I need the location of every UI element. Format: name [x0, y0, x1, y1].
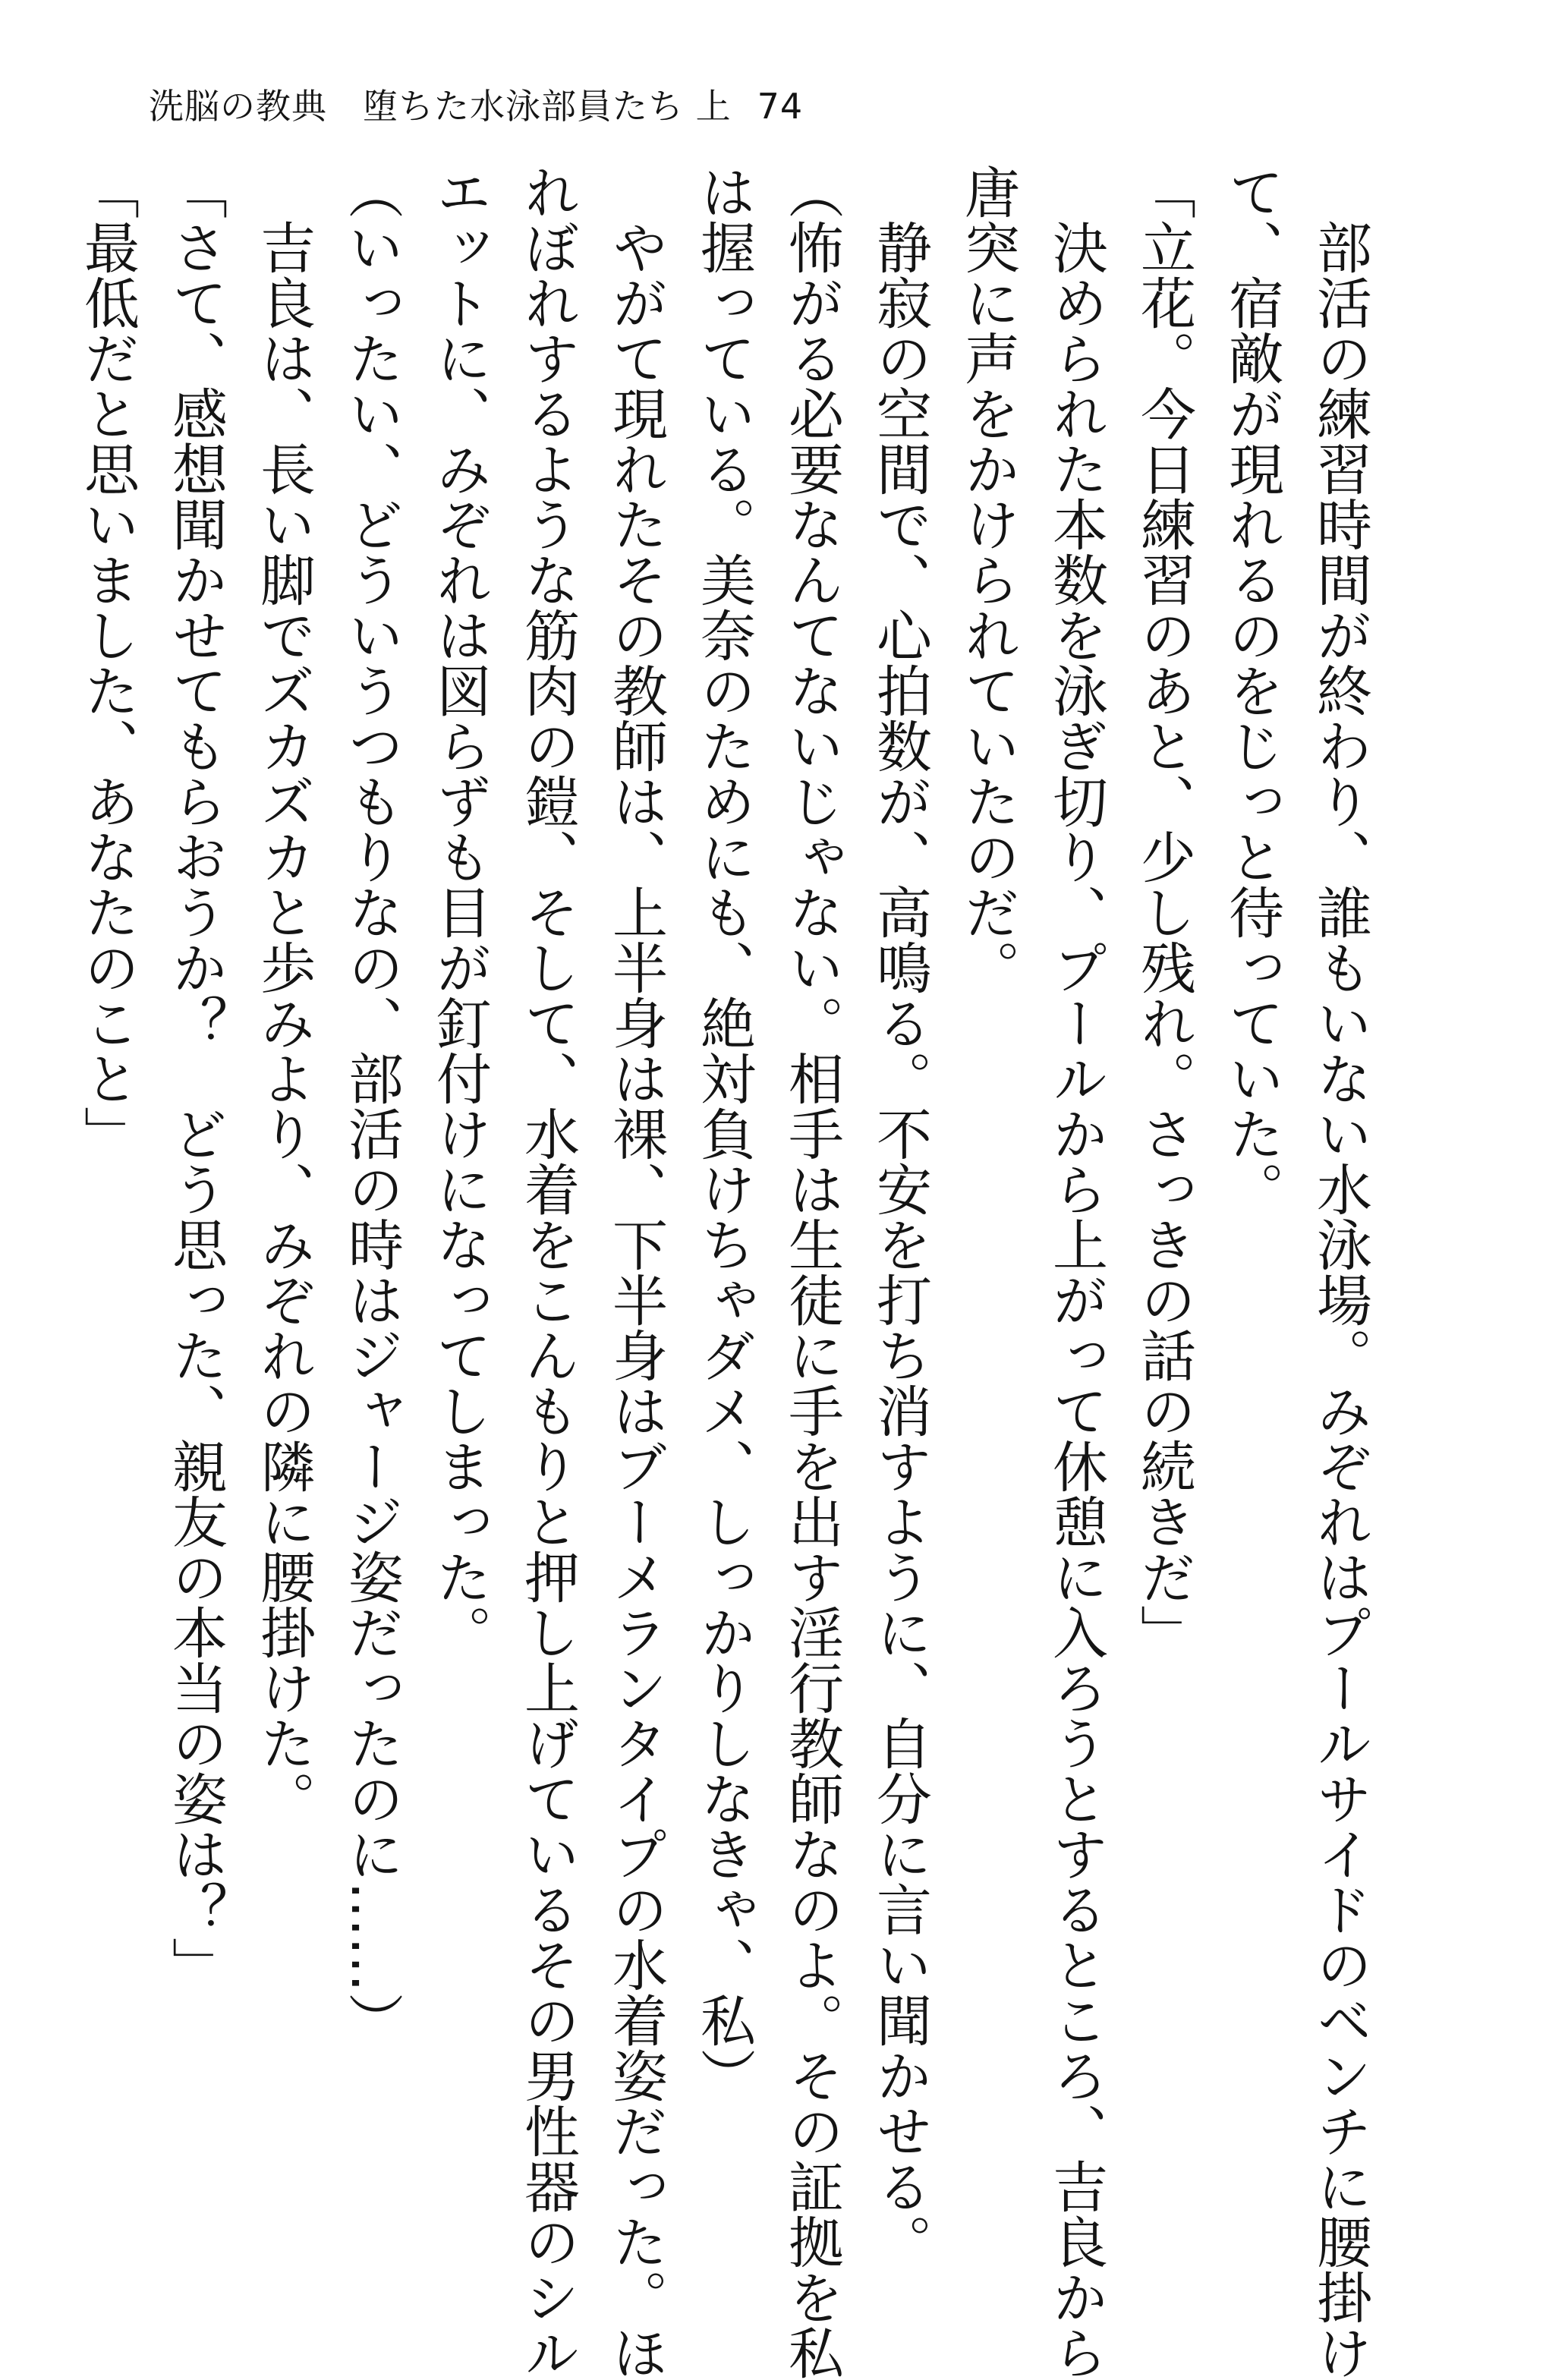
running-head — [149, 83, 803, 129]
text-line: （いったい、どういうつもりなの、部活の時はジャージ姿だったのに……） — [338, 164, 403, 2048]
text-line: 「最低だと思いました、あなたのこと」 — [74, 164, 139, 1161]
text-line: エットに、みぞれは図らずも目が釘付けになってしまった。 — [427, 164, 491, 1660]
text-line: 決められた本数を泳ぎ切り、プールから上がって休憩に入ろうとするところ、吉良から — [1043, 219, 1107, 2380]
text-line: れぼれするような筋肉の鎧、そして、水着をこんもりと押し上げているその男性器のシル — [515, 164, 579, 2380]
text-line: 部活の練習時間が終わり、誰もいない水泳場。みぞれはプールサイドのベンチに腰掛け — [1307, 219, 1371, 2380]
text-line: て、宿敵が現れるのをじっと待っていた。 — [1219, 164, 1283, 1217]
text-line: やがて現れたその教師は、上半身は裸、下半身はブーメランタイプの水着姿だった。ほ — [603, 219, 667, 2380]
text-line: 唐突に声をかけられていたのだ。 — [955, 164, 1019, 995]
book-title: 洗脳の教典 堕ちた水泳部員たち 上 — [149, 86, 732, 127]
text-line: 「立花。今日練習のあと、少し残れ。さっきの話の続きだ」 — [1131, 164, 1195, 1660]
text-line: は握っている。美奈のためにも、絶対負けちゃダメ、しっかりしなきゃ、私） — [691, 164, 755, 2103]
text-line: 静寂の空間で、心拍数が、高鳴る。不安を打ち消すように、自分に言い聞かせる。 — [867, 219, 931, 2269]
text-line: 「さて、感想聞かせてもらおうか？ どう思った、親友の本当の姿は？」 — [162, 164, 227, 1992]
text-line: 吉良は、長い脚でズカズカと歩みより、みぞれの隣に腰掛けた。 — [250, 219, 315, 1826]
page-number: 74 — [757, 86, 804, 127]
text-line: （怖がる必要なんてないじゃない。相手は生徒に手を出す淫行教師なのよ。その証拠を私 — [779, 164, 843, 2380]
body-text — [62, 164, 1383, 2380]
